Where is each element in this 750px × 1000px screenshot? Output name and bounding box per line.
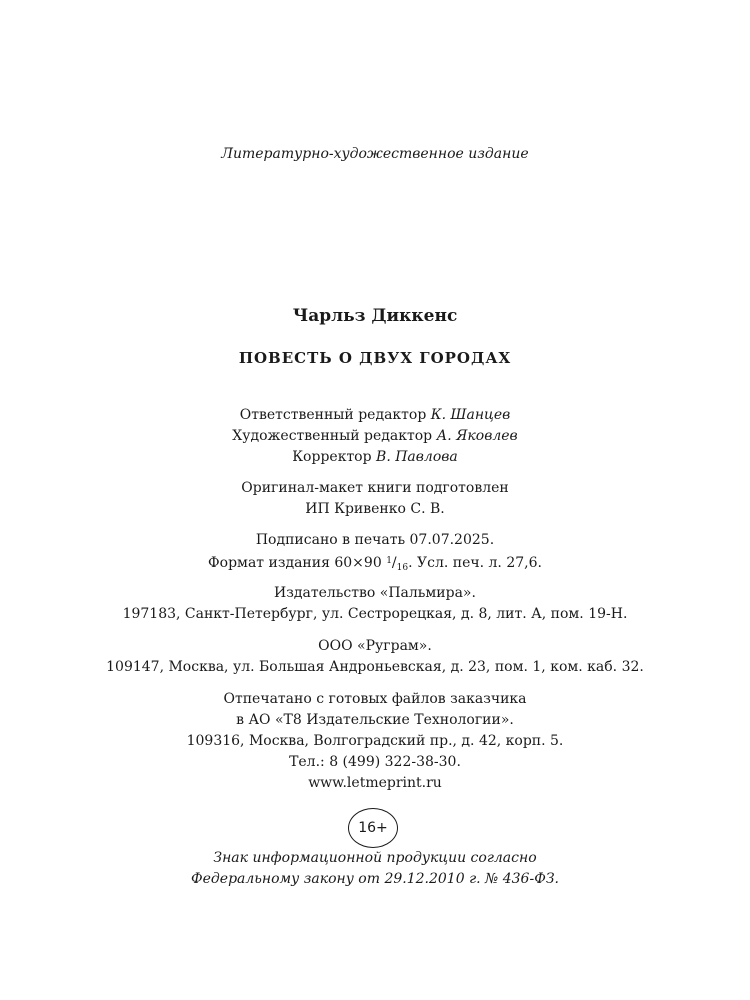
layout-block bbox=[0, 478, 750, 520]
layout-line-1: Оригинал-макет книги подготовлен bbox=[241, 480, 509, 496]
signed-to-print: Подписано в печать 07.07.2025. bbox=[255, 532, 495, 548]
format-prefix: Формат издания 60×90 bbox=[208, 555, 382, 571]
genre-label: Литературно-художественное издание bbox=[221, 146, 529, 162]
responsible-editor-name: К. Шанцев bbox=[430, 407, 511, 423]
format-numerator: 1 bbox=[386, 556, 392, 566]
book-title: ПОВЕСТЬ О ДВУХ ГОРОДАХ bbox=[238, 349, 512, 367]
age-rating-badge: 16+ bbox=[348, 808, 398, 848]
art-editor-line bbox=[0, 426, 750, 447]
proofreader-role: Корректор bbox=[292, 449, 372, 465]
author-name: Чарльз Диккенс bbox=[292, 306, 458, 326]
art-editor-role: Художественный редактор bbox=[232, 428, 433, 444]
printer-website: www.letmeprint.ru bbox=[308, 775, 442, 791]
printer-line-2: в АО «Т8 Издательские Технологии». bbox=[236, 712, 514, 728]
format-denominator: 16 bbox=[396, 563, 409, 573]
format-line: Формат издания 60×90 $^1/_{16}$. Усл. печ. л. 27,6. bbox=[208, 555, 542, 573]
printer-block bbox=[0, 689, 750, 794]
responsible-editor-line bbox=[0, 405, 750, 426]
credits-block bbox=[0, 405, 750, 468]
publisher-address: 197183, Санкт-Петербург, ул. Сестрорецкая, д. 8, лит. А, пом. 19-Н. bbox=[122, 606, 628, 622]
art-editor-name: А. Яковлев bbox=[436, 428, 518, 444]
rugram-block bbox=[0, 636, 750, 678]
rugram-address: 109147, Москва, ул. Большая Андроньевская, д. 23, пом. 1, ком. каб. 32. bbox=[106, 659, 644, 675]
layout-line-2: ИП Кривенко С. В. bbox=[305, 501, 445, 517]
publisher-name: Издательство «Пальмира». bbox=[274, 585, 476, 601]
law-note-line-2: Федеральному закону от 29.12.2010 г. № 436-ФЗ. bbox=[191, 871, 559, 887]
law-note-block bbox=[0, 848, 750, 890]
responsible-editor-role: Ответственный редактор bbox=[239, 407, 427, 423]
law-note-line-1: Знак информационной продукции согласно bbox=[213, 850, 537, 866]
printer-line-1: Отпечатано с готовых файлов заказчика bbox=[223, 691, 527, 707]
printer-phone: Тел.: 8 (499) 322-38-30. bbox=[289, 754, 461, 770]
print-info-block bbox=[0, 530, 750, 579]
proofreader-name: В. Павлова bbox=[376, 449, 458, 465]
printer-address: 109316, Москва, Волгоградский пр., д. 42, корп. 5. bbox=[186, 733, 564, 749]
publisher-block bbox=[0, 583, 750, 625]
proofreader-line bbox=[0, 447, 750, 468]
format-suffix: . Усл. печ. л. 27,6. bbox=[408, 555, 542, 571]
rugram-name: ООО «Руграм». bbox=[318, 638, 432, 654]
